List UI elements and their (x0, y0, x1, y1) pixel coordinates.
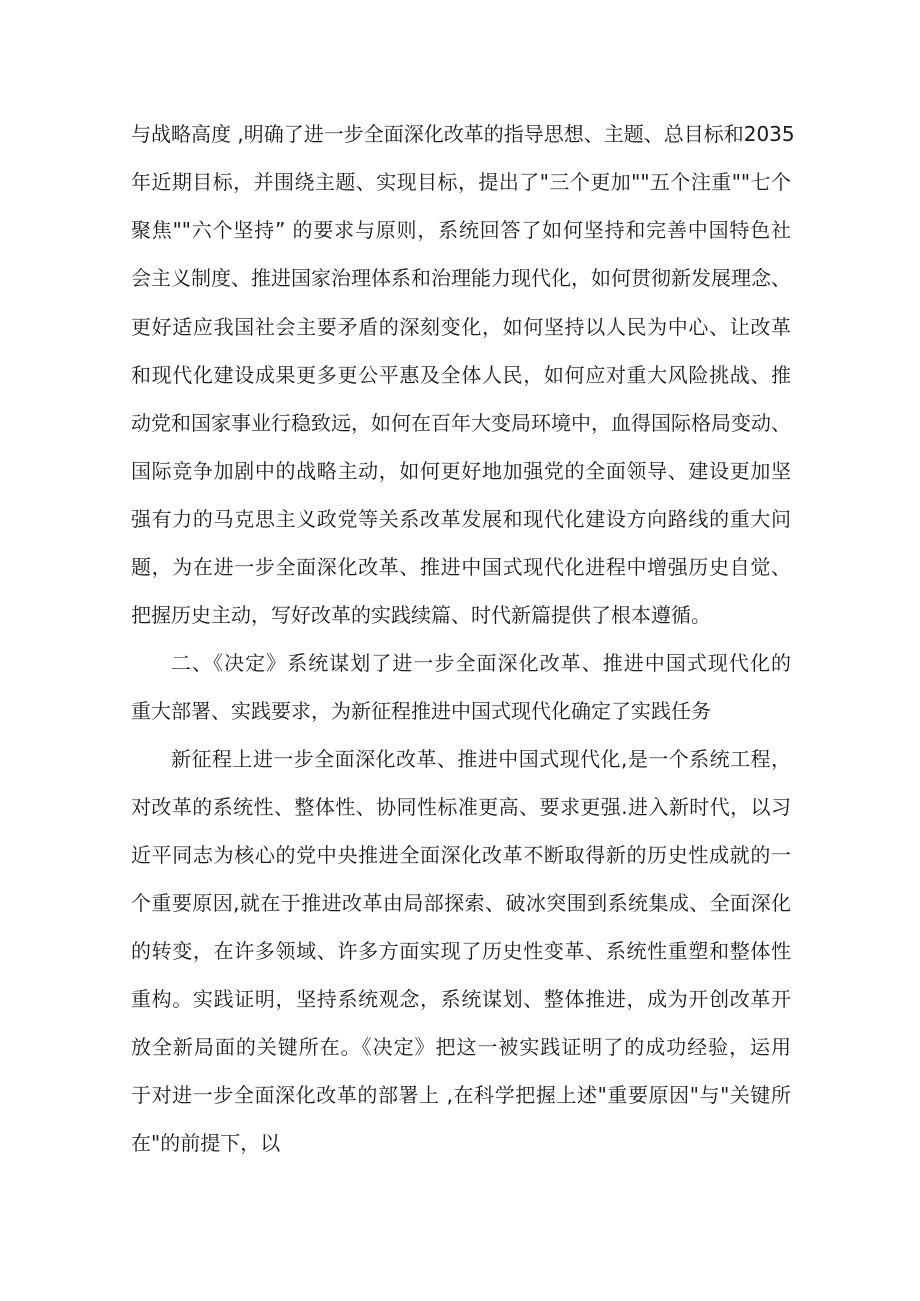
text-line: 近平同志为核心的党中央推进全面深化改革不断取得新的历史性成就的一 (131, 843, 791, 867)
text-line: 更好适应我国社会主要矛盾的深刻变化，如何坚持以人民为中心、让改革 (131, 315, 791, 339)
text-line: 题，为在进一步全面深化改革、推进中国式现代化进程中增强历史自觉、 (131, 555, 791, 579)
text-line: 聚焦""六个坚持” 的要求与原则，系统回答了如何坚持和完善中国特色社 (131, 218, 791, 242)
text-line: 国际竞争加剧中的战略主动，如何更好地加强党的全面领导、建设更加坚 (131, 459, 791, 483)
text-line: 和现代化建设成果更多更公平惠及全体人民，如何应对重大风险挑战、推 (131, 363, 791, 387)
section-heading-line: 重大部署、实践要求，为新征程推进中国式现代化确定了实践任务 (131, 699, 711, 723)
text-line: 的转变，在许多领域、许多方面实现了历史性变革、系统性重塑和整体性 (131, 939, 791, 963)
text-line: 个重要原因,就在于推进改革由局部探索、破冰突围到系统集成、全面深化 (131, 891, 791, 915)
text-line: 把握历史主动，写好改革的实践续篇、时代新篇提供了根本遵循。 (131, 603, 711, 627)
text-line: 动党和国家事业行稳致远，如何在百年大变局环境中，血得国际格局变动、 (131, 411, 791, 435)
text-line: 与战略高度 ,明确了进一步全面深化改革的指导思想、主题、总目标和2035 (131, 122, 795, 146)
text-line: 对改革的系统性、整体性、协同性标准更高、要求更强.进入新时代，以习 (131, 795, 791, 819)
section-heading-line: 二、《决定》系统谋划了进一步全面深化改革、推进中国式现代化的 (171, 651, 791, 675)
text-line: 强有力的马克思主义政党等关系改革发展和现代化建设方向路线的重大问 (131, 507, 791, 531)
text-line: 在"的前提下，以 (131, 1131, 281, 1155)
text-line: 于对进一步全面深化改革的部署上 ,在科学把握上述"重要原因"与"关键所 (131, 1083, 791, 1107)
text-line: 会主义制度、推进国家治理体系和治理能力现代化，如何贯彻新发展理念、 (131, 266, 791, 290)
text-line: 年近期目标，并围绕主题、实现目标，提出了"三个更加""五个注重""七个 (131, 170, 791, 194)
text-line: 重构。实践证明，坚持系统观念，系统谋划、整体推进，成为开创改革开 (131, 987, 791, 1011)
text-line: 新征程上进一步全面深化改革、推进中国式现代化,是一个系统工程， (171, 747, 791, 771)
text-line: 放全新局面的关键所在。《决定》把这一被实践证明了的成功经验，运用 (131, 1035, 791, 1059)
